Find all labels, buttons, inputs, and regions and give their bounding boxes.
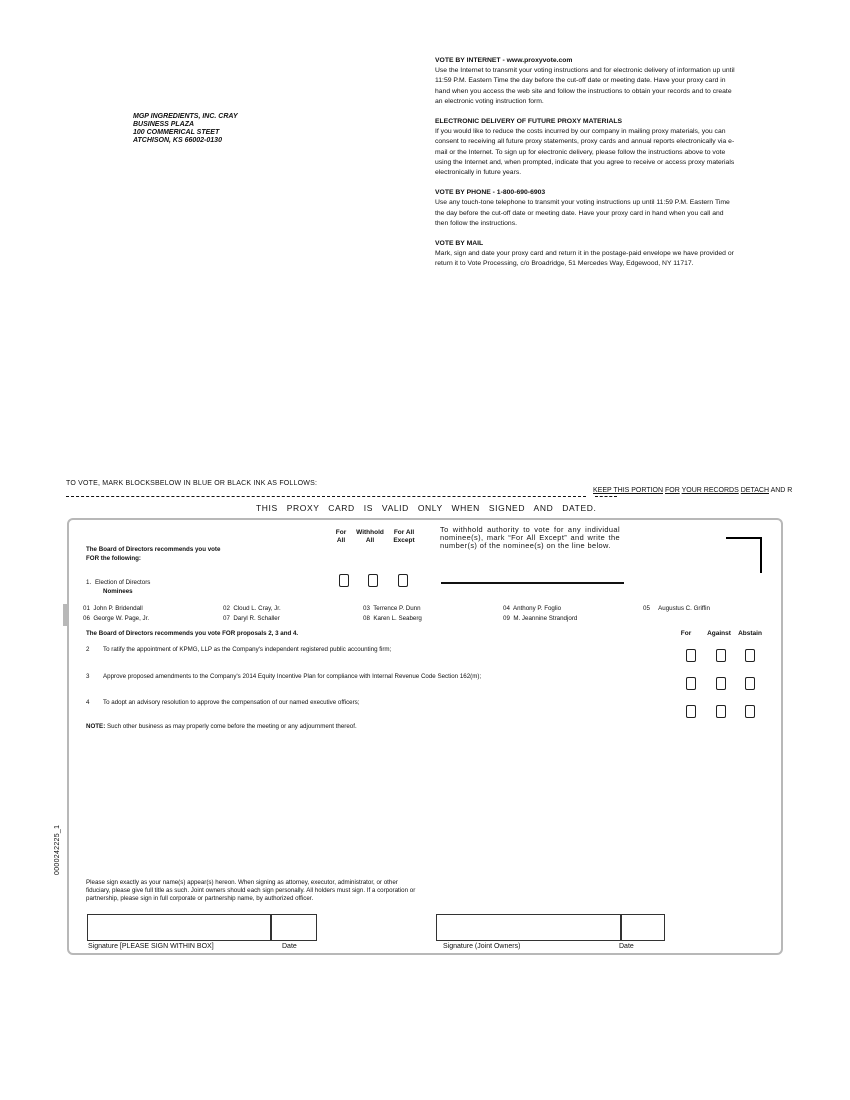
proposal-text: To ratify the appointment of KPMG, LLP as the Company's independent registered public accounting firm; <box>103 646 392 653</box>
keep-detach: DETACH <box>740 487 769 494</box>
vote-by-mail-section <box>435 239 735 270</box>
proposal-4-against-checkbox[interactable] <box>716 705 726 718</box>
keep-for: FOR <box>664 487 680 494</box>
nominee-item <box>223 615 280 622</box>
col-header-text: All <box>365 537 375 544</box>
signature-label: Signature [PLEASE SIGN WITHIN BOX] <box>88 943 214 950</box>
date-label: Date <box>282 943 297 950</box>
proposal-2-abstain-checkbox[interactable] <box>745 649 755 662</box>
nominee-name: Anthony P. Foglio <box>513 605 562 612</box>
joint-date-box[interactable] <box>621 914 665 941</box>
col-header-text: For <box>335 529 347 536</box>
proposal-4-abstain-checkbox[interactable] <box>745 705 755 718</box>
nominee-name: M. Jeannine Strandjord <box>513 615 578 622</box>
nominee-name: George W. Page, Jr. <box>93 615 150 622</box>
nominee-item <box>643 605 710 612</box>
nominee-number: 04 <box>503 605 510 612</box>
nominee-name: Cloud L. Cray, Jr. <box>233 605 281 612</box>
nominee-number: 03 <box>363 605 370 612</box>
proposal-3-abstain-checkbox[interactable] <box>745 677 755 690</box>
voting-instructions <box>435 56 735 280</box>
proposal-2-against-checkbox[interactable] <box>716 649 726 662</box>
col-for-all <box>331 529 351 545</box>
joint-signature-box[interactable] <box>436 914 621 941</box>
mailing-address <box>133 113 238 145</box>
nominees-label: Nominees <box>103 588 133 595</box>
section-heading: VOTE BY MAIL <box>435 240 484 248</box>
nominee-item <box>83 615 149 622</box>
note-label: NOTE: <box>86 723 106 730</box>
keep-portion-notice <box>593 487 792 494</box>
detach-line <box>66 496 586 497</box>
joint-signature-label: Signature (Joint Owners) <box>443 943 521 950</box>
to-vote-instruction: TO VOTE, MARK BLOCKSBELOW IN BLUE OR BLACK INK AS FOLLOWS: <box>66 480 318 487</box>
section-body: If you would like to reduce the costs incurred by our company in mailing proxy materials, you can consent to receiving all future proxy statements, proxy cards and annual reports electronically via e-mail or the Internet. To sign up for electronic delivery, please follow the instructions above to vote using the Internet and, when prompted, indicate that you agree to receive or access proxy materials electronically in future years. <box>435 128 735 177</box>
nominee-item <box>363 615 422 622</box>
proposal-4-for-checkbox[interactable] <box>686 705 696 718</box>
nominee-number: 08 <box>363 615 370 622</box>
col-abstain: Abstain <box>738 630 762 637</box>
nominee-number: 07 <box>223 615 230 622</box>
proposal-text: To adopt an advisory resolution to approve the compensation of our named executive officers; <box>103 699 360 706</box>
col-withhold-all <box>353 529 387 545</box>
board-recommendation-line: The Board of Directors recommends you vote <box>86 546 221 553</box>
signing-instruction: Please sign exactly as your name(s) appear(s) hereon. When signing as attorney, executor, administrator, or other fiduciary, please give full title as such. Joint owners should each sign personally. All holders must sign. If a corporation or partnership, please sign in full corporate or partnership name, by authorized officer. <box>86 879 416 902</box>
nominee-number: 06 <box>83 615 90 622</box>
col-header-text: All <box>336 537 346 544</box>
withhold-all-checkbox[interactable] <box>368 574 378 587</box>
keep-text: KEEP THIS PORTION <box>593 487 664 494</box>
detach-line <box>595 496 617 497</box>
section-body: Use any touch-tone telephone to transmit your voting instructions up until 11:59 P.M. Eastern Time the day before the cut-off date or meeting date. Have your proxy card in hand when you call and then follow the instructions. <box>435 199 730 227</box>
nominee-name: Karen L. Seaberg <box>373 615 422 622</box>
address-line: BUSINESS PLAZA <box>133 121 195 128</box>
election-item-number: 1. <box>86 579 92 586</box>
control-id: 0000242225_1 <box>54 824 61 875</box>
for-all-checkbox[interactable] <box>339 574 349 587</box>
col-against: Against <box>707 630 731 637</box>
joint-date-label: Date <box>619 943 634 950</box>
proposal-text: Approve proposed amendments to the Company's 2014 Equity Incentive Plan for compliance with Internal Revenue Code Section 162(m); <box>103 673 482 680</box>
proposal-3-against-checkbox[interactable] <box>716 677 726 690</box>
section-heading: ELECTRONIC DELIVERY OF FUTURE PROXY MATERIALS <box>435 118 623 126</box>
card-tab <box>63 604 67 626</box>
proposal-2-for-checkbox[interactable] <box>686 649 696 662</box>
keep-suffix: AND R <box>770 487 793 494</box>
signature-box[interactable] <box>87 914 271 941</box>
vote-by-internet-section <box>435 56 735 107</box>
nominee-item <box>503 615 577 622</box>
section-heading: VOTE BY PHONE - 1-800-690-6903 <box>435 189 546 197</box>
valid-notice: THIS PROXY CARD IS VALID ONLY WHEN SIGNED AND DATED. <box>256 503 597 513</box>
nominee-item <box>363 605 421 612</box>
col-for: For <box>680 630 692 637</box>
proposal-number: 2 <box>86 646 90 653</box>
nominee-exception-line[interactable] <box>441 582 624 584</box>
election-label: Election of Directors <box>95 579 151 586</box>
nominee-number: 05 <box>643 605 650 612</box>
proposal-3-for-checkbox[interactable] <box>686 677 696 690</box>
proposal-number: 4 <box>86 699 90 706</box>
nominee-name: John P. Bridendall <box>93 605 143 612</box>
nominee-name: Daryl R. Schaller <box>233 615 280 622</box>
electronic-delivery-section <box>435 117 735 178</box>
col-header-text: Withhold <box>356 529 384 536</box>
col-header-text: Except <box>393 537 415 544</box>
keep-records: YOUR RECORDS <box>681 487 739 494</box>
nominee-item <box>223 605 281 612</box>
nominee-number: 09 <box>503 615 510 622</box>
section-heading: VOTE BY INTERNET - www.proxyvote.com <box>435 57 573 64</box>
nominee-number: 02 <box>223 605 230 612</box>
nominee-number: 01 <box>83 605 90 612</box>
address-line: ATCHISON, KS 66002-0130 <box>133 137 222 144</box>
note <box>86 723 506 731</box>
section-body: Use the Internet to transmit your voting instructions and for electronic delivery of information up until 11:59 P.M. Eastern Time the day before the cut-off date or meeting date. Have your proxy card in hand when you access the web site and follow the instructions to obtain your records and to create an electronic voting instruction form. <box>435 67 735 105</box>
withhold-instruction: To withhold authority to vote for any individual nominee(s), mark “For All Except” and write the number(s) of the nominee(s) on the line below. <box>440 525 620 551</box>
nominee-name: Augustus C. Griffin <box>658 605 710 612</box>
scan-corner-mark <box>726 537 762 573</box>
board-recommendation <box>86 545 220 563</box>
col-header-text: For All <box>393 529 415 536</box>
vote-by-phone-section <box>435 188 735 229</box>
note-text: Such other business as may properly come before the meeting or any adjournment thereof. <box>106 723 357 730</box>
address-line: MGP INGREDIENTS, INC. CRAY <box>133 113 238 120</box>
nominee-item <box>503 605 561 612</box>
nominee-name: Terrence P. Dunn <box>373 605 421 612</box>
col-for-all-except <box>388 529 420 545</box>
section-body: Mark, sign and date your proxy card and return it in the postage-paid envelope we have provided or return it to Vote Processing, c/o Broadridge, 51 Mercedes Way, Edgewood, NY 11717. <box>435 250 734 268</box>
for-all-except-checkbox[interactable] <box>398 574 408 587</box>
date-box[interactable] <box>271 914 317 941</box>
proposals-recommendation: The Board of Directors recommends you vote FOR proposals 2, 3 and 4. <box>86 630 299 637</box>
proposal-number: 3 <box>86 673 90 680</box>
nominee-item <box>83 605 143 612</box>
address-line: 100 COMMERICAL STEET <box>133 129 220 136</box>
board-recommendation-line: FOR the following: <box>86 555 141 562</box>
